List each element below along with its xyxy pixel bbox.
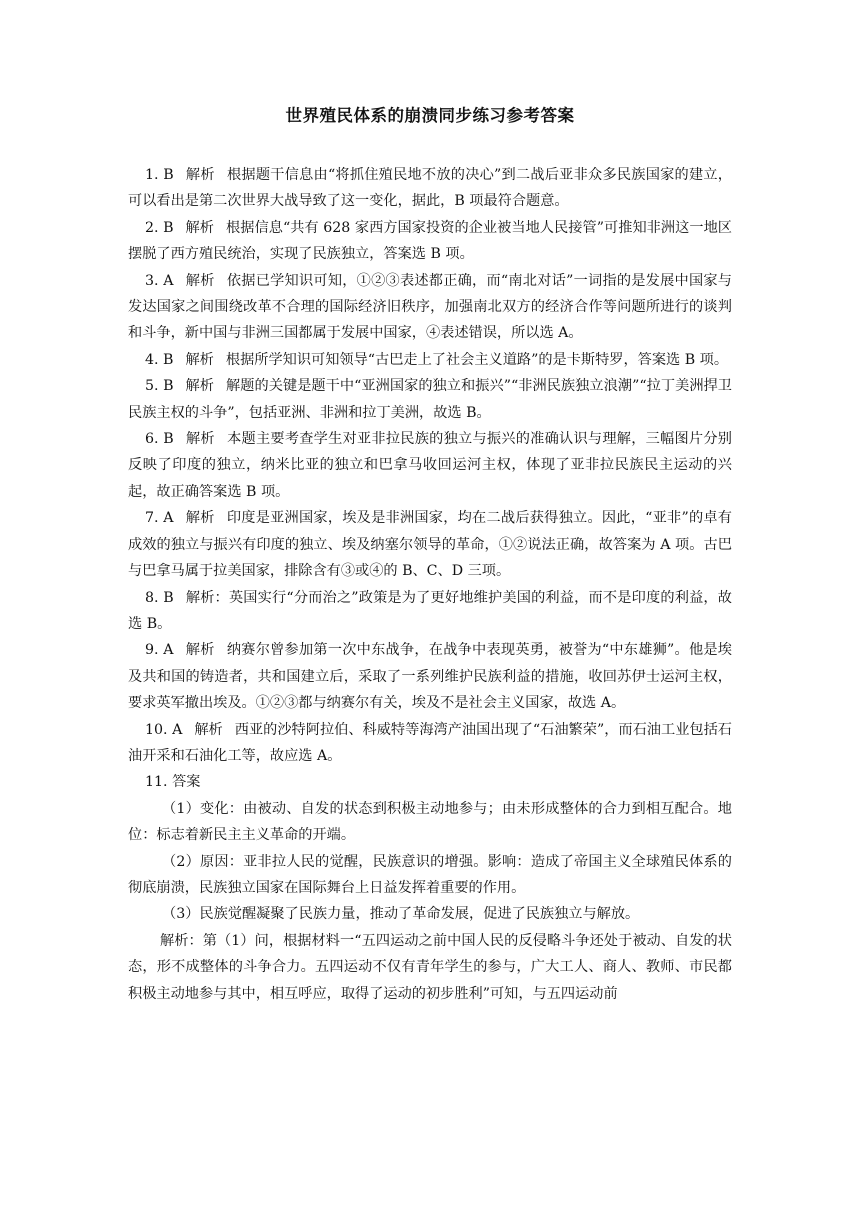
answer-text: 解题的关键是题干中“亚洲国家的独立和振兴”“非洲民族独立浪潮”“拉丁美洲捍卫民族主权的斗争”，包括亚洲、非洲和拉丁美洲，故选 B。 bbox=[128, 378, 732, 421]
answer-item-4 bbox=[128, 347, 732, 373]
analysis-label: 解析 bbox=[185, 272, 215, 289]
answer-11-part-2: （2）原因：亚非拉人民的觉醒，民族意识的增强。影响：造成了帝国主义全球殖民体系的彻底崩溃，民族独立国家在国际舞台上日益发挥着重要的作用。 bbox=[128, 853, 732, 896]
answer-text: 印度是亚洲国家，埃及是非洲国家，均在二战后获得独立。因此，“亚非”的卓有成效的独立与振兴有印度的独立、埃及纳塞尔领导的革命，①②说法正确，故答案为 A 项。古巴与巴拿马属于拉美国家，排除含有③或④的 B、C、D 三项。 bbox=[128, 510, 732, 580]
answer-text: 根据题干信息由“将抓住殖民地不放的决心”到二战后亚非众多民族国家的建立，可以看出是第二次世界大战导致了这一变化，据此，B 项最符合题意。 bbox=[128, 167, 732, 210]
analysis-label: 解析： bbox=[185, 589, 229, 606]
answer-number: 8. B bbox=[145, 589, 174, 606]
answer-item-8 bbox=[128, 585, 732, 638]
answer-number: 1. B bbox=[145, 167, 174, 183]
answer-text: 根据信息“共有 628 家西方国家投资的企业被当地人民接管”可推知非洲这一地区摆脱了西方殖民统治，实现了民族独立，答案选 B 项。 bbox=[128, 219, 732, 263]
answer-item-2 bbox=[128, 215, 732, 268]
answer-text: 根据所学知识可知领导“古巴走上了社会主义道路”的是卡斯特罗，答案选 B 项。 bbox=[225, 351, 729, 368]
analysis-label: 解析 bbox=[185, 431, 215, 448]
answer-number: 7. A bbox=[145, 510, 174, 527]
analysis-label: 解析 bbox=[185, 378, 215, 395]
answer-11-part-1: （1）变化：由被动、自发的状态到积极主动地参与；由未形成整体的合力到相互配合。地位：标志着新民主主义革命的开端。 bbox=[128, 800, 732, 844]
answer-item-3 bbox=[128, 268, 732, 347]
answer-number: 2. B bbox=[145, 219, 174, 236]
answer-number: 5. B bbox=[145, 378, 174, 395]
analysis-label: 解析 bbox=[185, 167, 215, 183]
answer-item-9 bbox=[128, 637, 732, 716]
answer-list bbox=[128, 162, 732, 1007]
answer-number: 9. A bbox=[145, 642, 174, 659]
answer-11-part-3: （3）民族觉醒凝聚了民族力量，推动了革命发展，促进了民族独立与解放。 bbox=[162, 906, 640, 923]
answer-number: 6. B bbox=[145, 431, 174, 448]
answer-text: 英国实行“分而治之”政策是为了更好地维护美国的利益，而不是印度的利益，故选 B。 bbox=[128, 589, 732, 632]
answer-item-5 bbox=[128, 373, 732, 426]
answer-text: 本题主要考查学生对亚非拉民族的独立与振兴的准确认识与理解，三幅图片分别反映了印度的独立，纳米比亚的独立和巴拿马收回运河主权，体现了亚非拉民族民主运动的兴起，故正确答案选 B 项。 bbox=[128, 431, 732, 500]
answer-number: 4. B bbox=[145, 351, 174, 368]
answer-item-6 bbox=[128, 426, 732, 505]
answer-number: 10. A bbox=[145, 721, 183, 738]
page-title: 世界殖民体系的崩溃同步练习参考答案 bbox=[285, 106, 575, 125]
analysis-label: 解析 bbox=[185, 351, 214, 368]
answer-text: 纳赛尔曾参加第一次中东战争，在战争中表现英勇，被誉为“中东雄狮”。他是埃及共和国的铸造者，共和国建立后，采取了一系列维护民族利益的措施，收回苏伊士运河主权，要求英军撤出埃及。①②③都与纳赛尔有关，埃及不是社会主义国家，故选 A。 bbox=[128, 642, 732, 712]
analysis-label: 解析 bbox=[185, 219, 215, 236]
analysis-label: 解析 bbox=[185, 642, 215, 659]
answer-number: 3. A bbox=[145, 272, 174, 289]
answer-text: 依据已学知识可知，①②③表述都正确，而“南北对话”一词指的是发展中国家与发达国家之间围绕改革不合理的国际经济旧秩序，加强南北双方的经济合作等问题所进行的谈判和斗争，新中国与非洲三国都属于发展中国家，④表述错误，所以选 A。 bbox=[128, 272, 732, 342]
answer-11-explanation: 解析：第（1）问，根据材料一“五四运动之前中国人民的反侵略斗争还处于被动、自发的状态，形不成整体的斗争合力。五四运动不仅有青年学生的参与，广大工人、商人、教师、市民都积极主动地参与其中，相互呼应，取得了运动的初步胜利”可知，与五四运动前 bbox=[128, 932, 732, 1002]
answer-item-7 bbox=[128, 505, 732, 584]
analysis-label: 解析 bbox=[185, 510, 215, 527]
answer-text: 西亚的沙特阿拉伯、科威特等海湾产油国出现了“石油繁荣”，而石油工业包括石油开采和石油化工等，故应选 A。 bbox=[128, 721, 732, 764]
analysis-label: 解析 bbox=[194, 721, 223, 738]
answer-item-10 bbox=[128, 717, 732, 770]
answer-item-1 bbox=[128, 162, 732, 215]
answer-item-11-header: 11. 答案 bbox=[145, 774, 201, 791]
